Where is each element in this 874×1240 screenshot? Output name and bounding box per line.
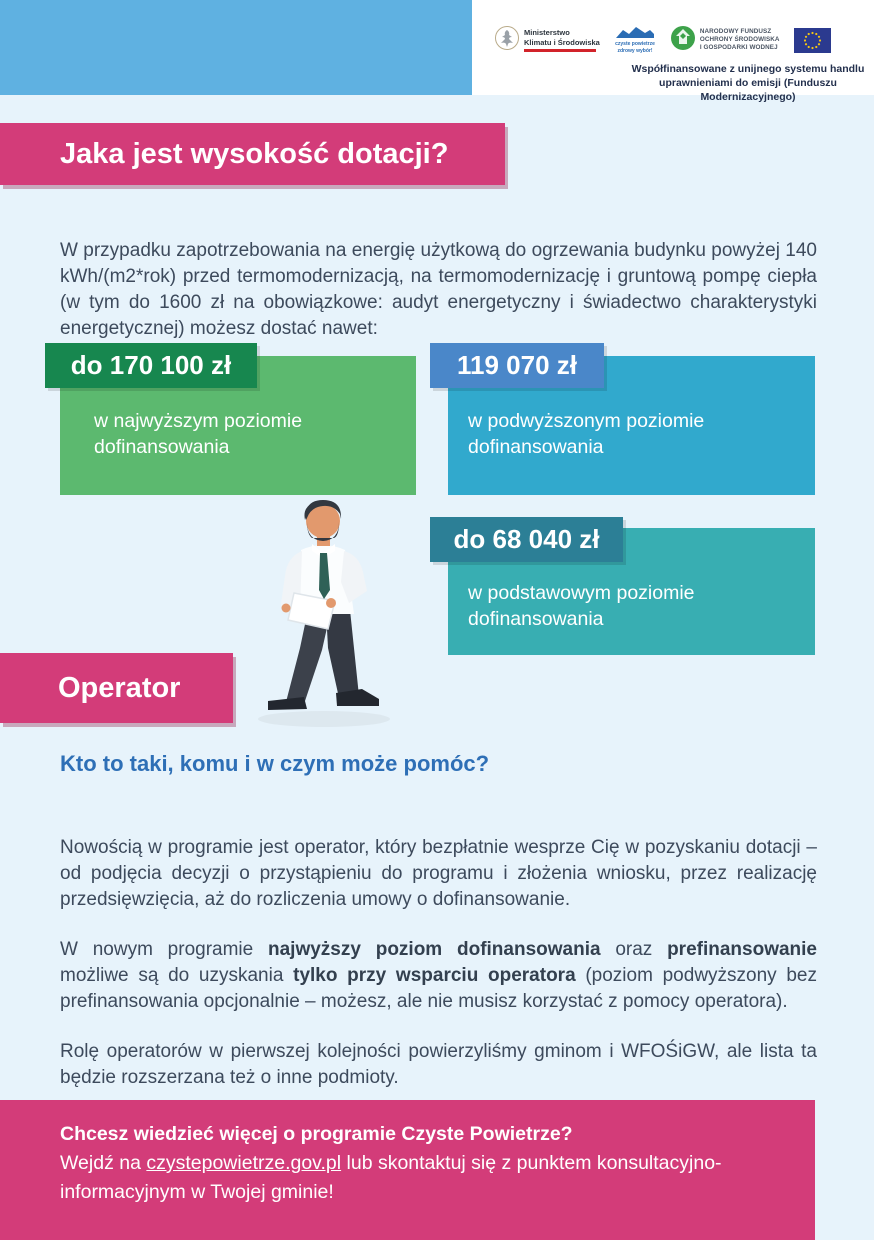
card-highest-amount: do 170 100 zł [70, 350, 232, 380]
nfosigw-text-line2: OCHRONY ŚRODOWISKA [699, 35, 780, 43]
eu-flag-icon [794, 28, 831, 53]
card-basic-amount-badge [430, 517, 623, 562]
eu-flag-logo [794, 28, 831, 53]
footer-title: Chcesz wiedzieć więcej o programie Czyste Powietrze? [60, 1123, 573, 1145]
card-highest-description: w najwyższym poziomie dofinansowania [94, 410, 303, 458]
title-band [0, 123, 505, 185]
header [0, 0, 874, 104]
ministry-red-underline [524, 49, 596, 52]
card-raised-description: w podwyższonym poziomie dofinansowania [468, 410, 705, 458]
para2-bold3: tylko przy wsparciu operatora [293, 965, 576, 986]
operator-subheading: Kto to taki, komu i w czym może pomóc? [60, 751, 490, 776]
nfosigw-logo [670, 25, 780, 56]
ministry-logo [494, 24, 600, 57]
para2-seg1: W nowym programie [60, 939, 268, 960]
para2-bold1: najwyższy poziom dofinansowania [268, 939, 601, 960]
card-basic-amount: do 68 040 zł [453, 524, 600, 554]
operator-band [0, 653, 233, 723]
para2-seg4: (poziom podwyższony bez prefinansowania opcjonalnie – możesz, ale nie musisz korzystać z pomocy operatora). [60, 965, 818, 1012]
czystepowietrze-link[interactable]: czystepowietrze.gov.pl [146, 1152, 342, 1174]
nfosigw-leaf-icon [670, 25, 696, 56]
top-blue-bar [0, 0, 472, 95]
czyste-powietrze-logo [614, 25, 656, 55]
czyste-powietrze-roof-icon [614, 25, 656, 55]
intro-paragraph: W przypadku zapotrzebowania na energię użytkową do ogrzewania budynku powyżej 140 kWh/(m2*rok) przed termomodernizacją, na termomodernizację i gruntową pompę ciepła (w tym do 1600 zł na obowiązkowe: audyt energetyczny i świadectwo charakterystyki energetycznej) możesz dostać nawet: [60, 240, 817, 339]
footer-text-post: lub skontaktuj się z punktem konsultacyjno-informacyjnym w Twojej gminie! [60, 1152, 722, 1203]
svg-text:czyste powietrze: czyste powietrze [614, 41, 655, 47]
nfosigw-text-line1: NARODOWY FUNDUSZ [699, 27, 772, 35]
para2-seg3: możliwe są do uzyskania [60, 965, 294, 986]
footer-banner [0, 1100, 815, 1240]
logo-row [494, 20, 860, 60]
para2-bold2: prefinansowanie [667, 939, 817, 960]
nfosigw-text-line3: I GOSPODARKI WODNEJ [699, 44, 778, 52]
operator-band-title: Operator [58, 671, 181, 704]
eagle-emblem-icon [494, 24, 520, 57]
operator-paragraph-1: Nowością w programie jest operator, który bezpłatnie wesprze Cię w pozyskaniu dotacji – od podjęcia decyzji o przystąpieniu do programu i złożenia wniosku, przez realizację przedsięwzięcia, aż do rozliczenia umowy o dofinansowanie. [60, 837, 817, 910]
operator-paragraph-2 [60, 937, 817, 1015]
ministry-logo-text-line2: Klimatu i Środowiska [524, 37, 600, 47]
card-basic-description: w podstawowym poziomie dofinansowania [468, 582, 695, 630]
para2-seg2: oraz [600, 939, 668, 960]
svg-text:zdrowy wybór!: zdrowy wybór! [617, 48, 653, 54]
ministry-logo-text-line1: Ministerstwo [524, 28, 570, 38]
cofinance-note: Współfinansowane z unijnego systemu handlu uprawnieniami do emisji (Funduszu Modernizacyjnego) [631, 63, 865, 104]
operator-paragraph-3: Rolę operatorów w pierwszej kolejności powierzyliśmy gminom i WFOŚiGW, ale lista ta będzie rozszerzana też o inne podmioty. [60, 1041, 817, 1088]
footer-text [60, 1149, 775, 1207]
page-title: Jaka jest wysokość dotacji? [60, 137, 449, 170]
card-raised-amount-badge [430, 343, 604, 388]
footer-text-pre: Wejdź na [60, 1152, 147, 1174]
card-raised-amount: 119 070 zł [457, 350, 577, 380]
card-highest-amount-badge [45, 343, 257, 388]
person-illustration [238, 498, 406, 730]
